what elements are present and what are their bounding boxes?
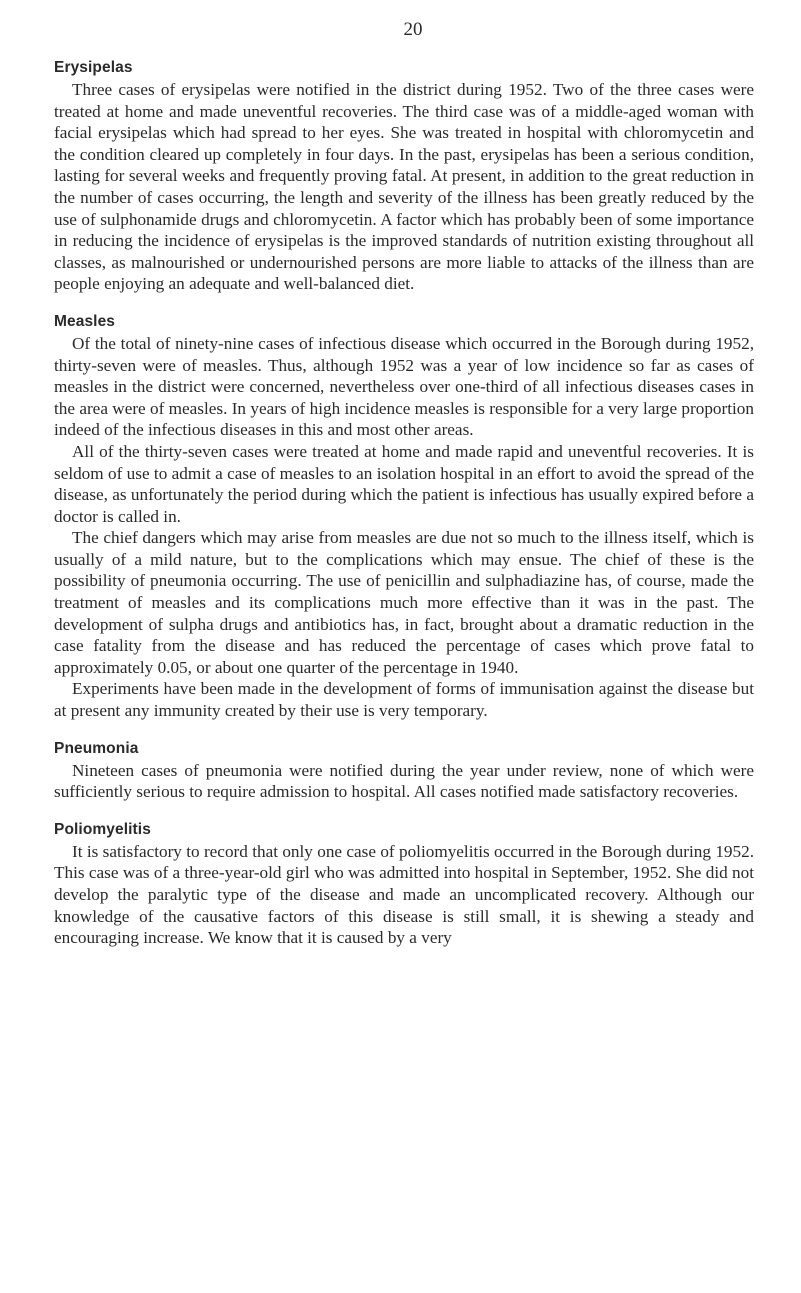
paragraph: It is satisfactory to record that only one case of poliomyelitis occurred in the Borough during 1952. This case was of a three-year-old girl who was admitted into hospital in September, 1952. She did not develop the paralytic type of the disease and made an uncomplicated recovery. Although our knowledge of the causative factors of this disease is still small, it is shewing a steady and encouraging increase. We know that it is caused by a very — [54, 841, 754, 948]
section-heading: Poliomyelitis — [54, 820, 151, 838]
paragraph: The chief dangers which may arise from measles are due not so much to the illness itself, which is usually of a mild nature, but to the complications which may ensue. The chief of these is the possibility of pneumonia occurring. The use of penicillin and sulphadiazine has, of course, made the treatment of measles and its complications much more effective than it was in the past. The development of sulpha drugs and antibiotics has, in fact, brought about a dramatic reduction in the case fatality from the disease and has reduced the percentage of cases which prove fatal to approximately 0.05, or about one quarter of the percentage in 1940. — [54, 528, 754, 677]
section-measles — [54, 311, 754, 722]
section-pneumonia — [54, 738, 754, 803]
document-page — [54, 18, 754, 949]
paragraph: Experiments have been made in the development of forms of immunisation against the disease but at present any immunity created by their use is very temporary. — [54, 679, 754, 721]
paragraph: All of the thirty-seven cases were treated at home and made rapid and uneventful recoveries. It is seldom of use to admit a case of measles to an isolation hospital in an effort to avoid the spread of the disease, as unfortunately the period during which the patient is infectious has usually expired before a doctor is called in. — [54, 441, 754, 526]
paragraph: Three cases of erysipelas were notified in the district during 1952. Two of the three cases were treated at home and made uneventful recoveries. The third case was of a middle-aged woman with facial erysipelas which had spread to her eyes. She was treated in hospital with chloromycetin and the condition cleared up completely in four days. In the past, erysipelas has been a serious condition, lasting for several weeks and frequently proving fatal. At present, in addition to the great reduction in the number of cases occurring, the length and severity of the illness has been greatly reduced by the use of sulphonamide drugs and chloromycetin. A factor which has probably been of some importance in reducing the incidence of erysipelas is the improved standards of nutrition existing throughout all classes, as malnourished or undernourished persons are more liable to attacks of the illness than are people enjoying an adequate and well-balanced diet. — [54, 80, 754, 294]
section-heading: Measles — [54, 312, 116, 330]
section-erysipelas — [54, 57, 754, 295]
section-heading: Pneumonia — [54, 739, 139, 757]
page-number: 20 — [403, 19, 423, 40]
section-poliomyelitis — [54, 819, 754, 949]
paragraph: Of the total of ninety-nine cases of infectious disease which occurred in the Borough during 1952, thirty-seven were of measles. Thus, although 1952 was a year of low incidence so far as cases of measles in the district were concerned, nevertheless over one-third of all infectious diseases cases in the area were of measles. In years of high incidence measles is responsible for a very large proportion indeed of the infectious diseases in this and most other areas. — [54, 333, 754, 440]
section-heading: Erysipelas — [54, 59, 133, 76]
paragraph: Nineteen cases of pneumonia were notified during the year under review, none of which were sufficiently serious to require admission to hospital. All cases notified made satisfactory recoveries. — [54, 760, 754, 802]
